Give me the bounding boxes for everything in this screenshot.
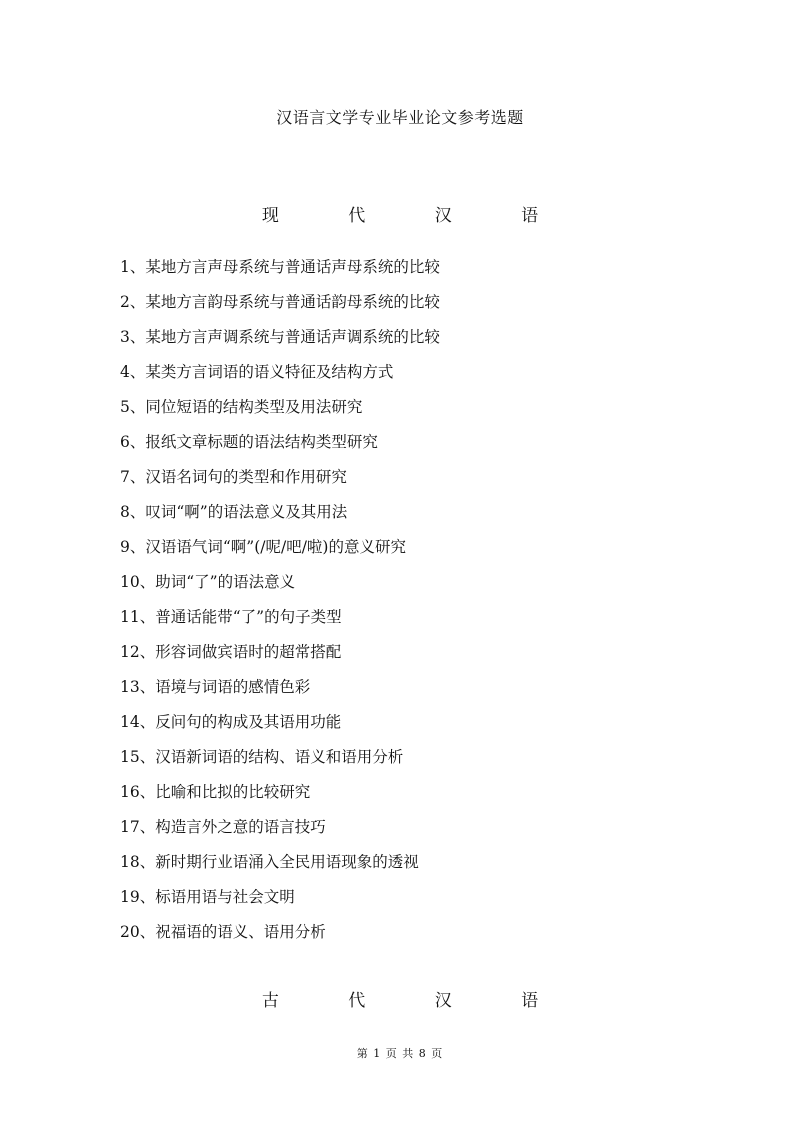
topic-item: 13、语境与词语的感情色彩 [120, 678, 311, 696]
topic-item: 19、标语用语与社会文明 [120, 888, 295, 906]
topic-item: 3、某地方言声调系统与普通话声调系统的比较 [120, 328, 440, 346]
topic-item: 20、祝福语的语义、语用分析 [120, 923, 326, 941]
page-number-footer: 第 1 页 共 8 页 [356, 1047, 444, 1060]
topic-item: 17、构造言外之意的语言技巧 [120, 818, 326, 836]
topic-item: 8、叹词“啊”的语法意义及其用法 [120, 503, 348, 521]
topic-item: 11、普通话能带“了”的句子类型 [120, 608, 342, 626]
topic-item: 4、某类方言词语的语义特征及结构方式 [120, 363, 394, 381]
topic-item: 5、同位短语的结构类型及用法研究 [120, 398, 363, 416]
topic-item: 18、新时期行业语涌入全民用语现象的透视 [120, 853, 419, 871]
topic-item: 7、汉语名词句的类型和作用研究 [120, 468, 347, 486]
section-heading-modern-chinese: 现 代 汉 语 [261, 206, 571, 226]
topic-item: 1、某地方言声母系统与普通话声母系统的比较 [120, 258, 440, 276]
topic-item: 14、反问句的构成及其语用功能 [120, 713, 342, 731]
document-title: 汉语言文学专业毕业论文参考选题 [276, 108, 524, 127]
topic-item: 10、助词“了”的语法意义 [120, 573, 296, 591]
section-heading-ancient-chinese: 古 代 汉 语 [261, 991, 571, 1011]
topic-item: 2、某地方言韵母系统与普通话韵母系统的比较 [120, 293, 440, 311]
topic-item: 6、报纸文章标题的语法结构类型研究 [120, 433, 378, 451]
topic-item: 12、形容词做宾语时的超常搭配 [120, 643, 342, 661]
topic-item: 9、汉语语气词“啊”(/呢/吧/啦)的意义研究 [120, 538, 406, 556]
topic-item: 16、比喻和比拟的比较研究 [120, 783, 311, 801]
topic-list-modern-chinese [120, 252, 440, 952]
topic-item: 15、汉语新词语的结构、语义和语用分析 [120, 748, 404, 766]
